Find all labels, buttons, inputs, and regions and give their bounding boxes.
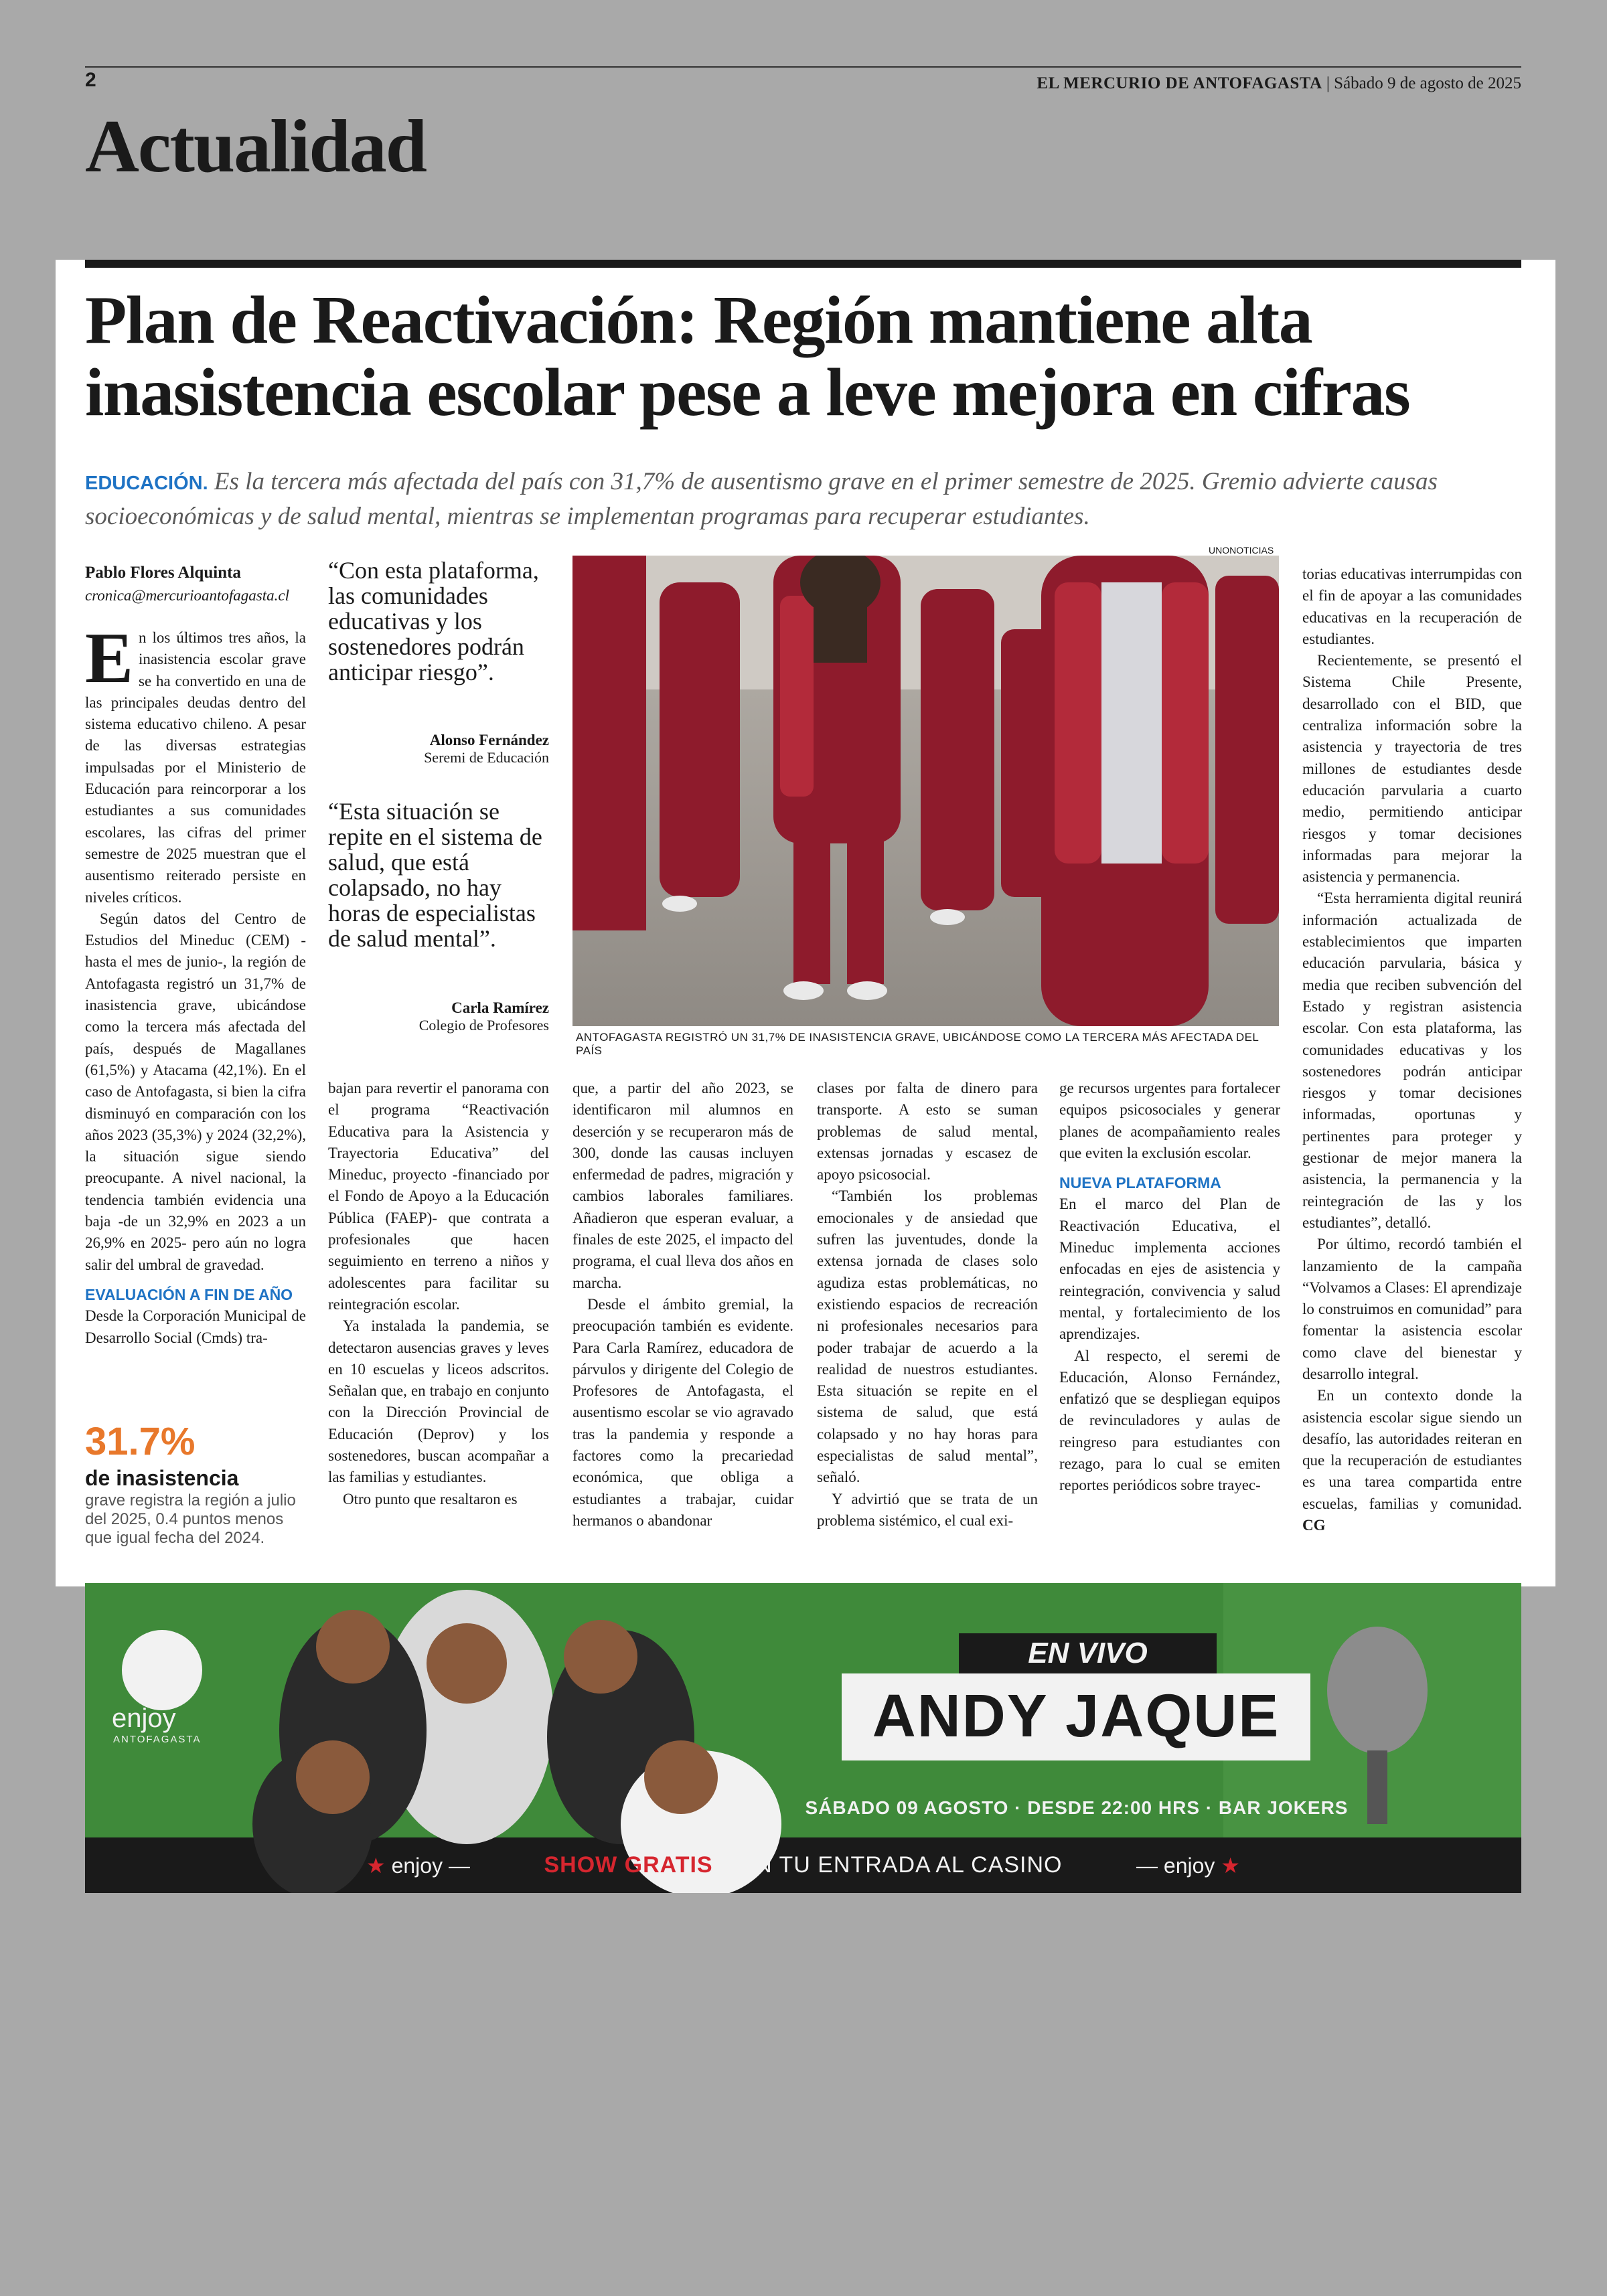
quote-text: “Esta situación se repite en el sistema de salud, que está colapsado, no hay horas de especialistas de salud mental”. (328, 798, 542, 952)
students-illustration (572, 556, 1279, 1026)
star-icon: ★ (1221, 1853, 1240, 1878)
dateline (1037, 74, 1521, 93)
pull-quote-1 (328, 558, 549, 766)
quote-name: Alonso Fernández (429, 732, 549, 748)
ad-footer-text: SHOW GRATIS CON TU ENTRADA AL CASINO (544, 1852, 1063, 1878)
paragraph: “Esta herramienta digital reunirá información actualizada de establecimientos que imparten educación parvularia, básica y media que reciben subvención del Estado y registran asistencia escolar. Con esta plataforma, las comunidades educativas y los sostenedores podrán anticipar riesgos y tomar decisiones informadas, oportunas y pertinentes para proteger y gestionar de mejor manera la asistencia, la permanencia y la reintegración de las y los estudiantes”, detalló. (1302, 890, 1522, 1231)
author-email: cronica@mercurioantofagasta.cl (85, 587, 289, 604)
subheading-evaluacion: EVALUACIÓN A FIN DE AÑO (85, 1285, 293, 1303)
column-4 (817, 1078, 1038, 1532)
paragraph: Según datos del Centro de Estudios del Mineduc (CEM) -hasta el mes de junio-, la región de Antofagasta registró un 31,7% de inasistencia grave, ubicándose como la tercera más afectada del país, después de Magallanes (61,5%) y Atacama (42,1%). En el caso de Antofagasta, si bien la cifra disminuyó en comparación con los años 2023 (35,3%) y 2024 (32,2%), la situación sigue siendo preocupante. A nivel nacional, la tendencia también evidencia una baja -de un 32,9% en 2023 a un 26,9% en 2025- pero aún no logra salir del umbral de gravedad. (85, 910, 306, 1273)
issue-date: | Sábado 9 de agosto de 2025 (1326, 74, 1521, 92)
photo-students (572, 556, 1279, 1026)
ad-banner[interactable] (85, 1583, 1521, 1893)
ad-brand: enjoy (112, 1704, 176, 1733)
paragraph: que, a partir del año 2023, se identificaron mil alumnos en deserción y se recuperaron más de 300, donde las causas incluyen enfermedad de padres, migración y cambios laborales familiares. Añadieron que esperan evaluar, a finales de este 2025, el impacto del programa, el cual lleva dos años en marcha. (572, 1080, 793, 1291)
end-mark: CG (1302, 1517, 1326, 1534)
paragraph: Ya instalada la pandemia, se detectaron ausencias graves y leves en 10 escuelas y liceos adscritos. Señalan que, en trabajo en conjunto con la Dirección Provincial de Educación (Deprov) y los sostenedores, buscan acompañar a las familias y estudiantes. (328, 1317, 549, 1486)
paragraph: clases por falta de dinero para transporte. A esto se suman problemas de salud mental, extensas jornadas y escasez de apoyo psicosocial. (817, 1080, 1038, 1183)
paragraph: Recientemente, se presentó el Sistema Chile Presente, desarrollado con el BID, que centraliza información sobre la asistencia y trayectoria de tres millones de estudiantes desde educación parvularia a cuarto medio, permitiendo anticipar riesgos y tomar decisiones informadas para mejorar la asistencia y permanencia. (1302, 652, 1522, 886)
paragraph: ge recursos urgentes para fortalecer equipos psicosociales y generar planes de acompañamiento reales que eviten la exclusión escolar. (1059, 1080, 1280, 1161)
section-title: Actualidad (85, 105, 426, 188)
column-3 (572, 1078, 793, 1532)
ad-artist: ANDY JAQUE (872, 1683, 1280, 1750)
paragraph: Desde el ámbito gremial, la preocupación también es evidente. Para Carla Ramírez, educadora de párvulos y dirigente del Colegio de Profesores de Antofagasta, el ausentismo escolar se vio agravado tras la pandemia y responde a factores como la precariedad económica, que obliga a estudiantes a trabajar, cuidar hermanos o abandonar (572, 1295, 793, 1529)
paragraph: Por último, recordó también el lanzamiento de la campaña “Volvamos a Clases: El aprendizaje lo construimos en comunidad” para fomentar la asistencia escolar como clave del bienestar y desarrollo integral. (1302, 1236, 1522, 1382)
header-rule (85, 66, 1521, 68)
dropcap: E (85, 619, 134, 698)
column-6 (1302, 564, 1522, 1536)
paragraph: torias educativas interrumpidas con el fin de apoyar a las comunidades educativas en la recuperación de estudiantes. (1302, 566, 1522, 647)
pull-quote-2 (328, 799, 549, 1034)
photo-credit: UNONOTICIAS (1209, 545, 1274, 556)
deck-text: Es la tercera más afectada del país con 31,7% de ausentismo grave en el primer semestre de 2025. Gremio advierte causas socioeconómicas y de salud mental, mientras se implementan programas para recuperar estudiantes. (85, 468, 1438, 530)
quote-text: “Con esta plataforma, las comunidades educativas y los sostenedores podrán anticipar riesgo”. (328, 557, 539, 685)
paragraph: Al respecto, el seremi de Educación, Alonso Fernández, enfatizó que se despliegan equipos de revinculadores y aulas de reingreso para estudiantes con rezago, para lo cual se emiten reportes periódicos sobre trayec- (1059, 1347, 1280, 1494)
paper-name: EL MERCURIO DE ANTOFAGASTA (1037, 74, 1322, 92)
stat-label: de inasistencia (85, 1466, 239, 1490)
column-5 (1059, 1078, 1280, 1497)
paragraph: En los últimos tres años, la inasistencia escolar grave se ha convertido en una de las principales deudas dentro del sistema educativo chileno. A pesar de las diversas estrategias impulsadas por el Ministerio de Educación para reincorporar a los estudiantes a sus comunidades escolares, las cifras del primer semestre de 2025 muestran que el ausentismo reiterado persiste en niveles críticos. (85, 619, 306, 906)
headline: Plan de Reactivación: Región mantiene alta inasistencia escolar pese a leve mejora en cifras (85, 282, 1410, 430)
quote-name: Carla Ramírez (451, 999, 549, 1016)
ad-footer (85, 1837, 1521, 1893)
ad-brand-sub: ANTOFAGASTA (113, 1734, 202, 1745)
deck (85, 465, 1521, 533)
ad-footer-brand-right: — enjoy ★ (1136, 1853, 1240, 1878)
paragraph: Desde la Corporación Municipal de Desarrollo Social (Cmds) tra- (85, 1307, 306, 1346)
paragraph: bajan para revertir el panorama con el programa “Reactivación Educativa para la Asistencia y Trayectoria Educativa” del Mineduc, proyecto -financiado por el Fondo de Apoyo a la Educación Pública (FAEP)- que contrata a profesionales que hacen seguimiento en terreno a niños y adolescentes para facilitar su reintegración escolar. (328, 1080, 549, 1313)
enjoy-logo-icon (122, 1630, 202, 1710)
ad-live: EN VIVO (1028, 1637, 1148, 1669)
stat-value: 31.7% (85, 1420, 196, 1463)
paragraph: En el marco del Plan de Reactivación Educativa, el Mineduc implementa acciones enfocadas en ejes de asistencia y reintegración, convivencia y salud mental, y fortalecimiento de los aprendizajes. (1059, 1196, 1280, 1343)
ad-footer-brand-left: ★ enjoy — (366, 1853, 470, 1878)
photo-caption: ANTOFAGASTA REGISTRÓ UN 31,7% DE INASISTENCIA GRAVE, UBICÁNDOSE COMO LA TERCERA MÁS AFECTADA DEL PAÍS (576, 1031, 1259, 1057)
quote-role: Seremi de Educación (424, 749, 549, 766)
column-1 (85, 619, 306, 1349)
kicker: EDUCACIÓN. (85, 473, 208, 494)
paragraph: Y advirtió que se trata de un problema sistémico, el cual exi- (817, 1490, 1038, 1529)
paragraph: Otro punto que resaltaron es (343, 1490, 518, 1507)
page-number: 2 (85, 69, 96, 91)
paragraph: “También los problemas emocionales y de ansiedad que sufren las juventudes, donde la extensa jornada de clases solo agudiza estas problemáticas, no existiendo espacios de recreación ni profesionales necesarios para poder trabajar de acuerdo a la realidad de nuestros estudiantes. Esta situación se repite en el sistema de salud, que está colapsado y no hay horas para especialistas de salud mental”, señaló. (817, 1187, 1038, 1486)
stat-description: grave registra la región a julio del 2025, 0.4 puntos menos que igual fecha del 2024. (85, 1491, 296, 1547)
quote-role: Colegio de Profesores (418, 1017, 549, 1034)
star-icon: ★ (366, 1853, 386, 1878)
article-top-rule (85, 260, 1521, 268)
subheading-plataforma: NUEVA PLATAFORMA (1059, 1174, 1221, 1192)
ad-details: SÁBADO 09 AGOSTO · DESDE 22:00 HRS · BAR JOKERS (805, 1797, 1349, 1818)
author: Pablo Flores Alquinta (85, 564, 241, 582)
paragraph: En un contexto donde la asistencia escolar sigue siendo un desafío, las autoridades reiteran en que la recuperación de estudiantes es una tarea compartida entre escuelas, familias y comunidad. CG (1302, 1387, 1522, 1534)
column-2 (328, 1078, 549, 1510)
